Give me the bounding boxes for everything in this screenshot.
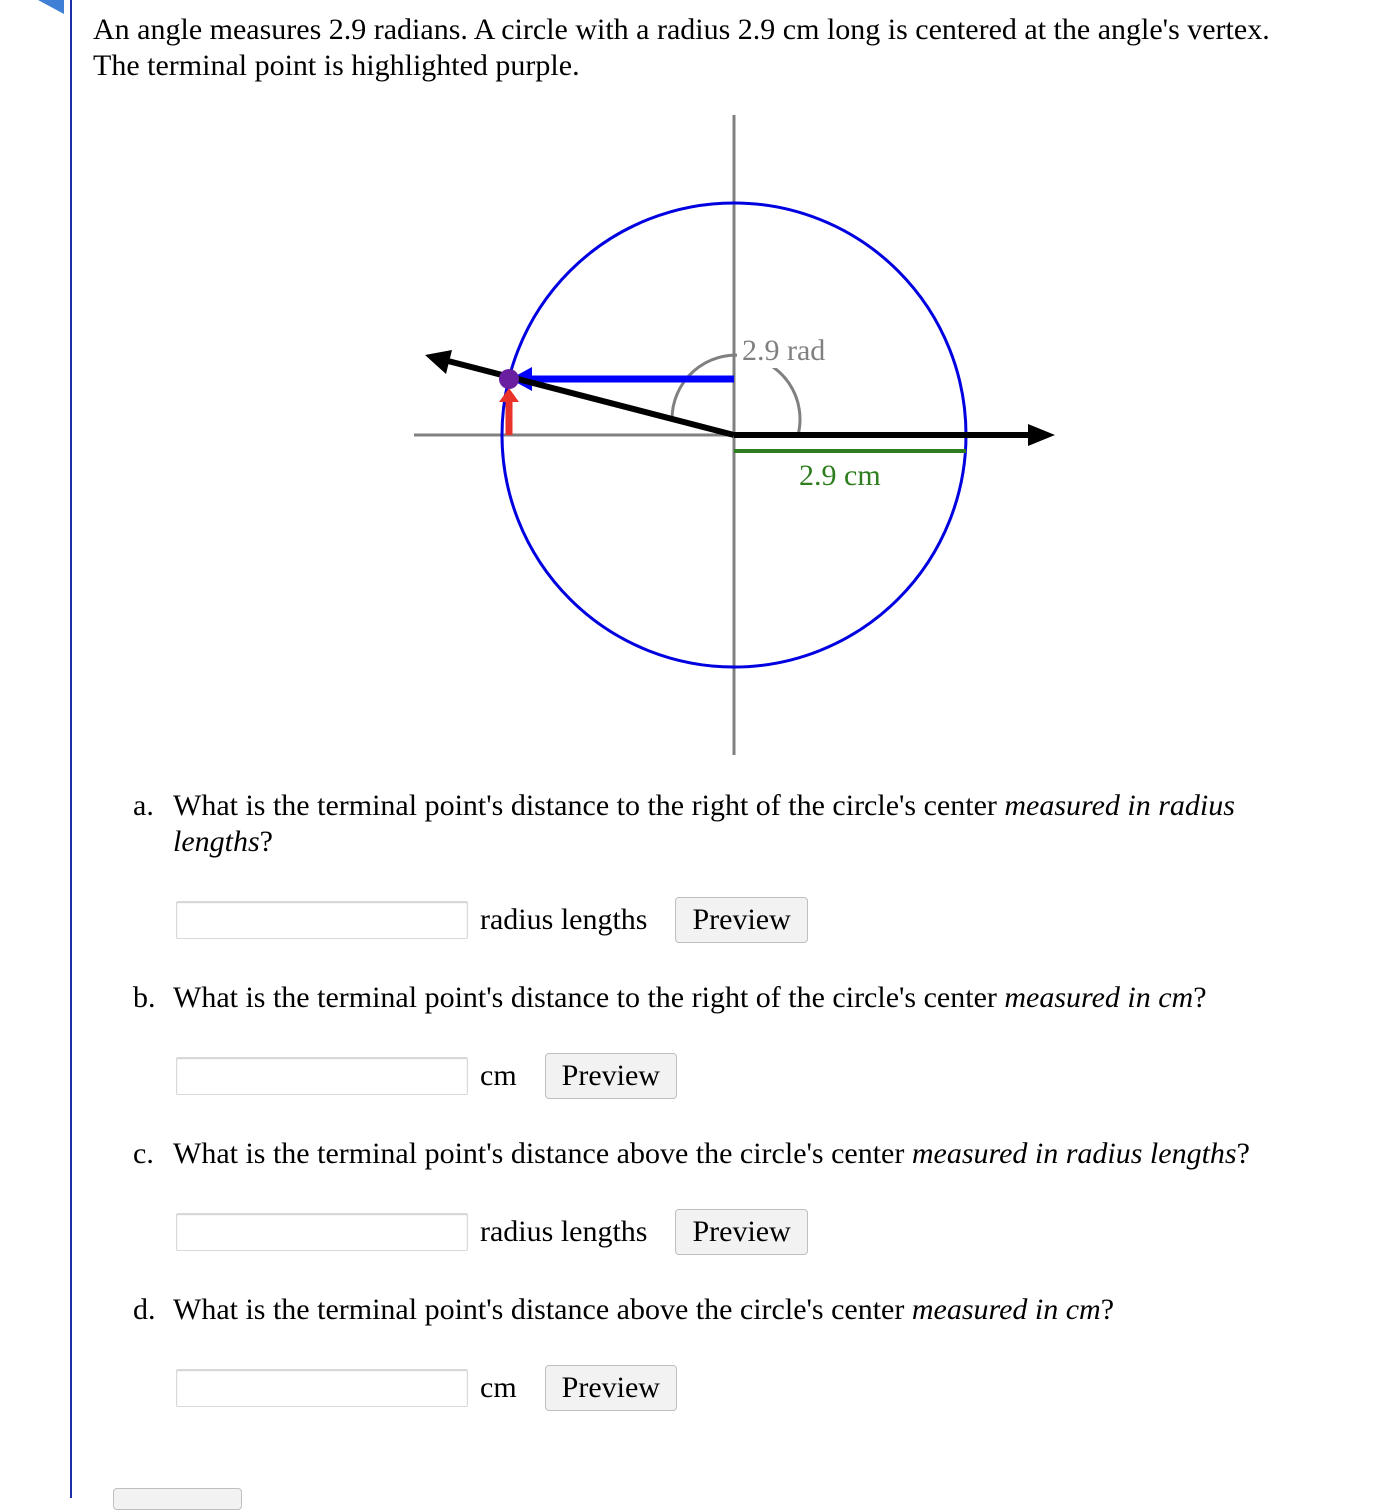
question-d-text — [173, 1292, 1323, 1328]
question-d — [133, 1292, 1333, 1328]
question-c-text — [173, 1136, 1323, 1172]
answer-b-unit: cm — [480, 1059, 517, 1092]
preview-a-button[interactable]: Preview — [675, 897, 807, 943]
answer-c-input[interactable] — [176, 1213, 468, 1251]
angle-label: 2.9 rad — [742, 334, 826, 367]
vertical-leg-arrowhead — [499, 388, 519, 402]
answer-b-input[interactable] — [176, 1057, 468, 1095]
answer-row-a — [176, 898, 808, 942]
question-a-text-italic: measured in radius lengths — [173, 789, 1235, 858]
preview-d-button[interactable]: Preview — [545, 1365, 677, 1411]
question-a — [133, 788, 1333, 860]
question-c — [133, 1136, 1333, 1172]
question-c-text-italic: measured in radius lengths — [911, 1137, 1237, 1170]
intro-line-1: An angle measures 2.9 radians. A circle with a radius 2.9 cm long is centered at the angle's vertex. — [93, 13, 1270, 46]
answer-row-c — [176, 1210, 808, 1254]
initial-ray-arrowhead — [1028, 424, 1055, 446]
preview-c-button[interactable]: Preview — [675, 1209, 807, 1255]
question-b-text-plain: What is the terminal point's distance to the right of the circle's center — [173, 981, 1005, 1014]
question-a-text-end: ? — [259, 825, 273, 858]
question-a-text — [173, 788, 1323, 860]
question-a-letter: a. — [133, 789, 154, 822]
question-d-text-italic: measured in cm — [911, 1293, 1101, 1326]
diagram-svg — [400, 110, 1080, 770]
terminal-ray-arrowhead — [425, 350, 452, 374]
question-c-text-end: ? — [1236, 1137, 1250, 1170]
question-d-letter: d. — [133, 1293, 156, 1326]
intro-line-2: The terminal point is highlighted purple. — [93, 49, 580, 82]
answer-c-unit: radius lengths — [480, 1215, 648, 1248]
preview-b-button[interactable]: Preview — [545, 1053, 677, 1099]
question-b-text-end: ? — [1193, 981, 1207, 1014]
answer-a-input[interactable] — [176, 901, 468, 939]
question-a-text-plain: What is the terminal point's distance to the right of the circle's center — [173, 789, 1005, 822]
unit-circle-diagram — [400, 110, 1080, 775]
answer-d-input[interactable] — [176, 1369, 468, 1407]
question-c-text-plain: What is the terminal point's distance above the circle's center — [173, 1137, 912, 1170]
question-d-text-end: ? — [1100, 1293, 1115, 1326]
question-d-text-plain: What is the terminal point's distance above the circle's center — [173, 1293, 912, 1326]
answer-a-unit: radius lengths — [480, 903, 648, 936]
terminal-point — [499, 369, 519, 389]
question-b-letter: b. — [133, 981, 156, 1014]
answer-d-unit: cm — [480, 1371, 517, 1404]
question-c-letter: c. — [133, 1137, 154, 1170]
left-border-rule — [70, 0, 72, 1498]
question-b-text — [173, 980, 1323, 1016]
problem-intro — [93, 12, 1373, 84]
submit-button-partial[interactable] — [113, 1488, 242, 1510]
answer-row-b — [176, 1054, 677, 1098]
radius-label: 2.9 cm — [799, 459, 881, 492]
corner-marker-icon — [38, 0, 64, 14]
answer-row-d — [176, 1366, 677, 1410]
question-b-text-italic: measured in cm — [1004, 981, 1194, 1014]
question-b — [133, 980, 1333, 1016]
